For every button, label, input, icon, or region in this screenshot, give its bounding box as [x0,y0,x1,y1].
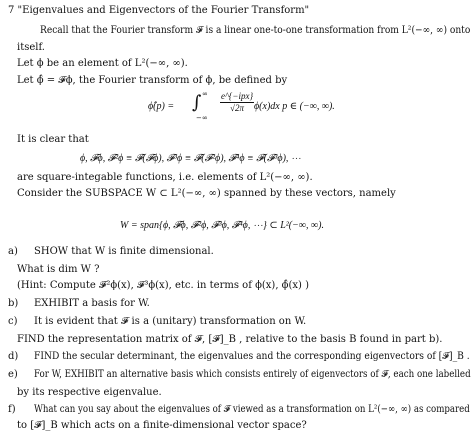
part-c-text: It is evident that 𝓕 is a (unitary) transformation on W. [34,316,307,327]
part-label-c: c) [8,316,18,327]
formula-lhs: ϕ̂(p) = [148,101,175,112]
formula-rhs: ϕ(x)dx p ∈ (−∞, ∞). [254,101,335,112]
problem-title: 7 "Eigenvalues and Eigenvectors of the Fourier Transform" [8,5,310,16]
let-phihat-line: Let ϕ̂ = 𝓕ϕ, the Fourier transform of ϕ, be defined by [17,75,288,86]
formula-fraction [220,92,254,113]
span-formula: W = span{ϕ, 𝓕ϕ, 𝓕²ϕ, 𝓕³ϕ, 𝓕⁴ϕ, ⋯} ⊂ L²(−∞, ∞). [120,220,324,231]
part-label-d: d) [8,351,19,362]
part-b-text: EXHIBIT a basis for W. [34,298,150,309]
integral-lower-limit: −∞ [196,114,208,122]
square-integrable-line: are square-integable functions, i.e. elements of L²(−∞, ∞). [17,172,313,183]
part-label-e: e) [8,369,18,380]
recall-line-1: Recall that the Fourier transform 𝓕 is a linear one-to-one transformation from L²(−∞, ∞) onto [40,25,471,36]
part-f-text: What can you say about the eigenvalues of 𝓕 viewed as a transformation on L²(−∞, ∞) as compared [34,404,470,415]
integral-sign: ∫ [192,92,202,113]
sequence-formula: ϕ, 𝓕ϕ, 𝓕²ϕ ≡ 𝓕(𝓕ϕ), 𝓕³ϕ ≡ 𝓕(𝓕²ϕ), 𝓕⁴ϕ ≡ 𝓕(𝓕³ϕ), ⋯ [80,153,301,164]
fraction-denominator: √2π [230,103,244,113]
part-label-b: b) [8,298,19,309]
part-a-text: SHOW that W is finite dimensional. [34,246,214,257]
let-phi-line: Let ϕ be an element of L²(−∞, ∞). [17,58,188,69]
consider-subspace-line: Consider the SUBSPACE W ⊂ L²(−∞, ∞) spanned by these vectors, namely [17,188,396,199]
fraction-numerator: e^{−ipx} [221,91,254,101]
part-c-find: FIND the representation matrix of 𝓕, [𝓕]_B , relative to the basis B found in part b). [17,334,443,345]
clear-that-line: It is clear that [17,134,89,145]
recall-line-2: itself. [17,42,45,53]
part-d-text: FIND the secular determinant, the eigenvalues and the corresponding eigenvectors of [𝓕]_B . [34,351,470,362]
integral-upper-limit: ∞ [202,90,208,98]
part-e-continued: by its respective eigenvalue. [17,387,162,398]
part-f-continued: to [𝓕]_B which acts on a finite-dimensional vector space? [17,420,307,431]
part-e-text: For W, EXHIBIT an alternative basis which consists entirely of eigenvectors of 𝓕, each one labelled [34,369,471,380]
part-label-f: f) [8,404,16,415]
part-a-hint: (Hint: Compute 𝓕²ϕ(x), 𝓕³ϕ(x), etc. in terms of ϕ(x), ϕ̂(x) ) [17,280,310,291]
part-label-a: a) [8,246,18,257]
part-a-dim-question: What is dim W ? [17,264,100,275]
